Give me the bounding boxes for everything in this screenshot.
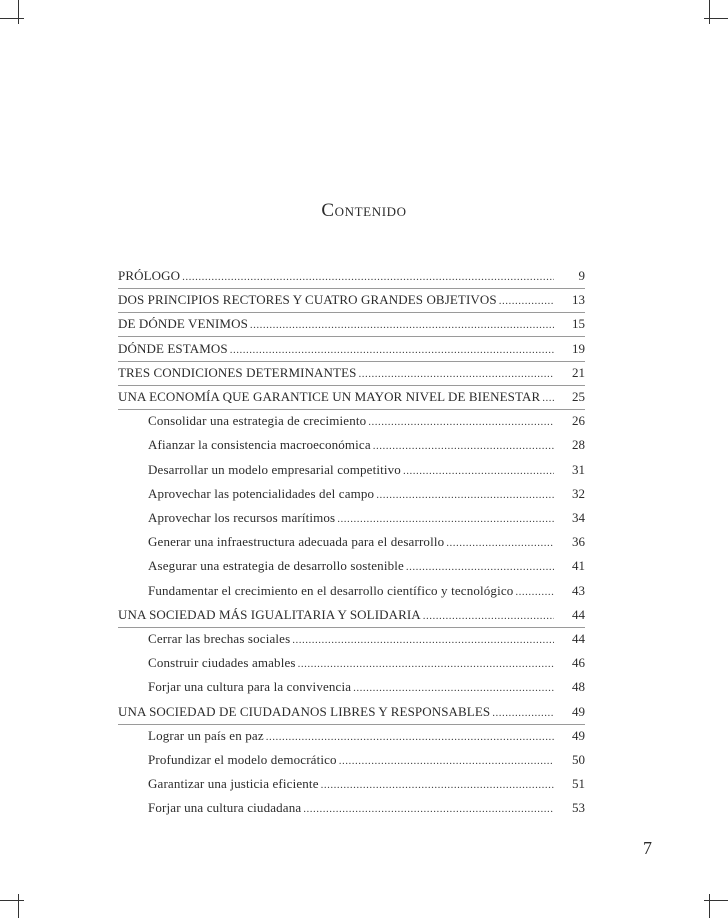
dot-leader: [250, 319, 554, 331]
toc-entry-page: 13: [572, 292, 585, 308]
toc-entry-page: 28: [572, 437, 585, 453]
dot-leader: [406, 561, 554, 573]
toc-entry-label: Asegurar una estrategia de desarrollo sostenible: [148, 558, 404, 574]
toc-entry-page: 32: [572, 485, 585, 501]
crop-mark-bottom-right-v: [709, 894, 710, 918]
toc-entry-label: Profundizar el modelo democrático: [148, 752, 337, 767]
crop-mark-bottom-left-h: [0, 900, 24, 901]
dot-leader: [230, 344, 554, 356]
toc-subsection[interactable]: [148, 679, 585, 699]
toc-subsection[interactable]: [148, 655, 585, 675]
toc-entry-page: 48: [572, 679, 585, 695]
toc-section[interactable]: [118, 607, 585, 627]
crop-mark-top-right-h: [704, 18, 728, 19]
dot-leader: [266, 731, 554, 743]
toc-entry-label: UNA ECONOMÍA QUE GARANTICE UN MAYOR NIVEL DE BIENESTAR: [118, 389, 541, 404]
toc-subsection[interactable]: [148, 728, 585, 748]
toc-entry-label: Cerrar las brechas sociales: [148, 631, 291, 646]
toc-entry-page: 44: [572, 631, 585, 646]
dot-leader: [353, 682, 554, 694]
toc-entry-label: DOS PRINCIPIOS RECTORES Y CUATRO GRANDES OBJETIVOS: [118, 292, 497, 308]
toc-entry-page: 25: [572, 389, 585, 404]
toc-section[interactable]: [118, 316, 585, 336]
toc-entry-label: DE DÓNDE VENIMOS: [118, 316, 248, 332]
dot-leader: [292, 634, 554, 646]
toc-entry-page: 36: [572, 534, 585, 550]
toc-subsection[interactable]: [148, 413, 585, 433]
dot-leader: [376, 489, 554, 501]
toc-entry-label: Desarrollar un modelo empresarial competitivo: [148, 461, 401, 477]
toc-section[interactable]: [118, 704, 585, 724]
toc-entry-label: UNA SOCIEDAD DE CIUDADANOS LIBRES Y RESPONSABLES: [118, 703, 491, 719]
section-divider: [118, 288, 585, 289]
dot-leader: [358, 368, 554, 380]
dot-leader: [403, 465, 554, 477]
section-divider: [118, 409, 585, 410]
dot-leader: [337, 513, 554, 525]
toc-entry-label: Garantizar una justicia eficiente: [148, 776, 319, 792]
toc-entry-page: 50: [572, 752, 585, 767]
toc-section[interactable]: [118, 341, 585, 361]
dot-leader: [321, 779, 554, 791]
dot-leader: [492, 707, 554, 719]
toc-entry-label: Fundamentar el crecimiento en el desarrollo científico y tecnológico: [148, 582, 514, 598]
toc-entry-page: 49: [572, 703, 585, 719]
page-number: 7: [643, 838, 652, 858]
toc-entry-page: 44: [572, 606, 585, 622]
toc-entry-page: 34: [572, 510, 585, 525]
dot-leader: [515, 586, 554, 598]
toc-entry-label: Construir ciudades amables: [148, 655, 296, 671]
toc-entry-page: 53: [572, 800, 585, 816]
crop-mark-bottom-left-v: [18, 894, 19, 918]
dot-leader: [373, 440, 554, 452]
toc-entry-page: 15: [572, 316, 585, 332]
toc-entry-page: 21: [572, 364, 585, 380]
dot-leader: [499, 295, 554, 307]
dot-leader: [423, 610, 554, 622]
toc-entry-label: Aprovechar los recursos marítimos: [148, 510, 336, 525]
toc-entry-label: UNA SOCIEDAD MÁS IGUALITARIA Y SOLIDARIA: [118, 606, 421, 622]
toc-entry-label: Lograr un país en paz: [148, 727, 264, 743]
toc-subsection[interactable]: [148, 462, 585, 482]
toc-entry-label: DÓNDE ESTAMOS: [118, 340, 228, 356]
toc-entry-page: 41: [572, 558, 585, 574]
toc-entry-page: 51: [572, 776, 585, 792]
toc-subsection[interactable]: [148, 752, 585, 772]
toc-section[interactable]: [118, 292, 585, 312]
toc-entry-label: Generar una infraestructura adecuada para el desarrollo: [148, 534, 445, 550]
toc-subsection[interactable]: [148, 510, 585, 530]
section-divider: [118, 336, 585, 337]
toc-entry-page: 49: [572, 727, 585, 743]
crop-mark-top-right-v: [709, 0, 710, 24]
section-divider: [118, 385, 585, 386]
crop-mark-bottom-right-h: [704, 900, 728, 901]
toc-entry-page: 9: [578, 268, 585, 283]
section-divider: [118, 724, 585, 725]
section-divider: [118, 312, 585, 313]
toc-subsection[interactable]: [148, 800, 585, 820]
toc-entry-label: Aprovechar las potencialidades del campo: [148, 485, 375, 501]
section-divider: [118, 627, 585, 628]
toc-section[interactable]: [118, 365, 585, 385]
toc-subsection[interactable]: [148, 558, 585, 578]
toc-subsection[interactable]: [148, 631, 585, 651]
dot-leader: [339, 755, 554, 767]
toc-entry-page: 26: [572, 413, 585, 429]
dot-leader: [182, 271, 554, 283]
toc-entry-page: 19: [572, 340, 585, 356]
dot-leader: [542, 392, 554, 404]
crop-mark-top-left-v: [18, 0, 19, 24]
dot-leader: [368, 416, 554, 428]
crop-mark-top-left-h: [0, 18, 24, 19]
toc-section[interactable]: [118, 268, 585, 288]
toc-subsection[interactable]: [148, 776, 585, 796]
dot-leader: [446, 537, 554, 549]
toc-entry-label: Afianzar la consistencia macroeconómica: [148, 437, 371, 453]
toc-entry-page: 46: [572, 655, 585, 671]
toc-section[interactable]: [118, 389, 585, 409]
toc-entry-label: TRES CONDICIONES DETERMINANTES: [118, 364, 357, 380]
dot-leader: [298, 658, 554, 670]
toc-entry-label: PRÓLOGO: [118, 268, 181, 283]
toc-entry-page: 43: [572, 582, 585, 598]
toc-entry-page: 31: [572, 461, 585, 477]
toc-subsection[interactable]: [148, 486, 585, 506]
dot-leader: [303, 803, 554, 815]
section-divider: [118, 361, 585, 362]
page-title: Contenido: [321, 200, 407, 221]
toc-subsection[interactable]: [148, 583, 585, 603]
toc-entry-label: Forjar una cultura para la convivencia: [148, 679, 352, 695]
toc-entry-label: Consolidar una estrategia de crecimiento: [148, 413, 367, 429]
toc-subsection[interactable]: [148, 534, 585, 554]
toc-entry-label: Forjar una cultura ciudadana: [148, 800, 302, 816]
toc-subsection[interactable]: [148, 437, 585, 457]
